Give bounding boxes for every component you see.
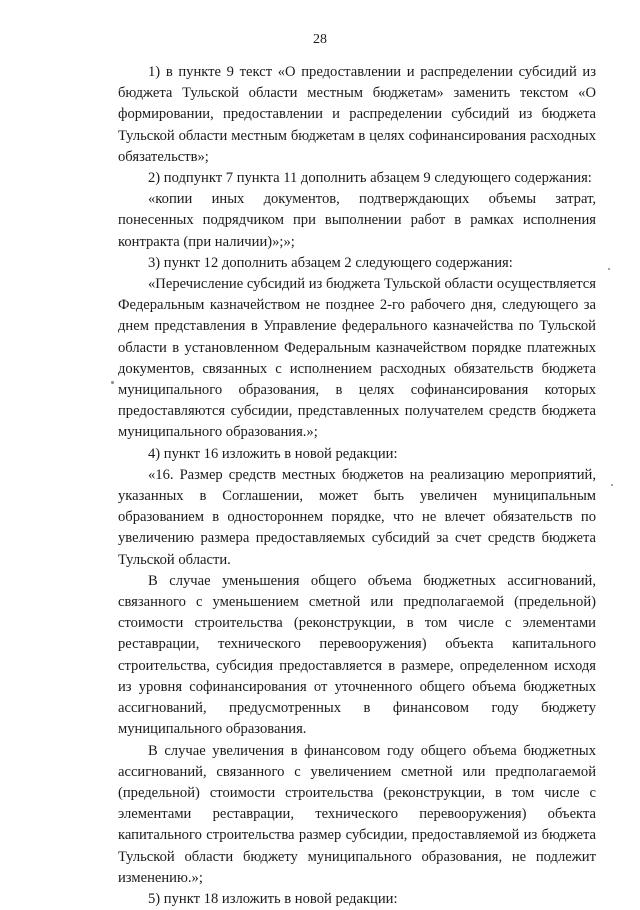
paragraph-item-4: 3) пункт 12 дополнить абзацем 2 следующего содержания: — [148, 254, 513, 271]
paragraph-item-6: 4) пункт 16 изложить в новой редакции: — [148, 445, 398, 462]
scan-speck — [608, 268, 610, 270]
paragraph-item-1: 1) в пункте 9 текст «О предоставлении и распределении субсидий из бюджета Тульской области местным бюджетам» заменить текстом «О формировании, предоставлении и распределении субсидий из бюджета Тульской области местным бюджетам в целях софинансирования расходных обязательств»; — [118, 64, 596, 165]
paragraph-item-9: В случае увеличения в финансовом году общего объема бюджетных ассигнований, связанного с увеличением сметной или предполагаемой (предельной) стоимости строительства (реконструкции, в том числе с элементами реставрации, технического перевооружения) объекта капитального строительства размер субсидии, предоставляемой из бюджета Тульской области бюджету муниципального образования, не подлежит изменению.»; — [118, 742, 596, 886]
paragraph-item-10: 5) пункт 18 изложить в новой редакции: — [148, 890, 398, 907]
document-body — [118, 62, 596, 910]
paragraph-item-7: «16. Размер средств местных бюджетов на реализацию мероприятий, указанных в Соглашении, может быть увеличен муниципальным образованием в одностороннем порядке, что не влечет обязательств по увеличению размера предоставляемых субсидий за счет средств бюджета Тульской области. — [118, 466, 596, 568]
paragraph-item-5: «Перечисление субсидий из бюджета Тульской области осуществляется Федеральным казначейством не позднее 2-го рабочего дня, следующего за днем представления в Управление федерального казначейства по Тульской области в установленном Федеральным казначейством порядке платежных документов, связанных с исполнением расходных обязательств бюджета муниципального образования, в целях софинансирования которых предоставляются субсидии, представленных получателем средств бюджета муниципального образования.»; — [118, 276, 596, 441]
paragraph-item-8: В случае уменьшения общего объема бюджетных ассигнований, связанного с уменьшением сметной или предполагаемой (предельной) стоимости строительства (реконструкции, в том числе с элементами реставрации, технического перевооружения) объекта капитального строительства, субсидия предоставляется в размере, определенном исходя из уровня софинансирования от уточненного общего объема бюджетных ассигнований, предусмотренных в финансовом году бюджету муниципального образования. — [118, 572, 596, 738]
scan-speck — [111, 381, 114, 384]
paragraph-item-2: 2) подпункт 7 пункта 11 дополнить абзацем 9 следующего содержания: — [148, 170, 592, 187]
paragraph-item-3: «копии иных документов, подтверждающих объемы затрат, понесенных подрядчиком при выполнении работ в рамках исполнения контракта (при наличии)»;»; — [118, 191, 596, 250]
scan-speck — [611, 484, 613, 486]
page-number: 28 — [313, 32, 327, 47]
